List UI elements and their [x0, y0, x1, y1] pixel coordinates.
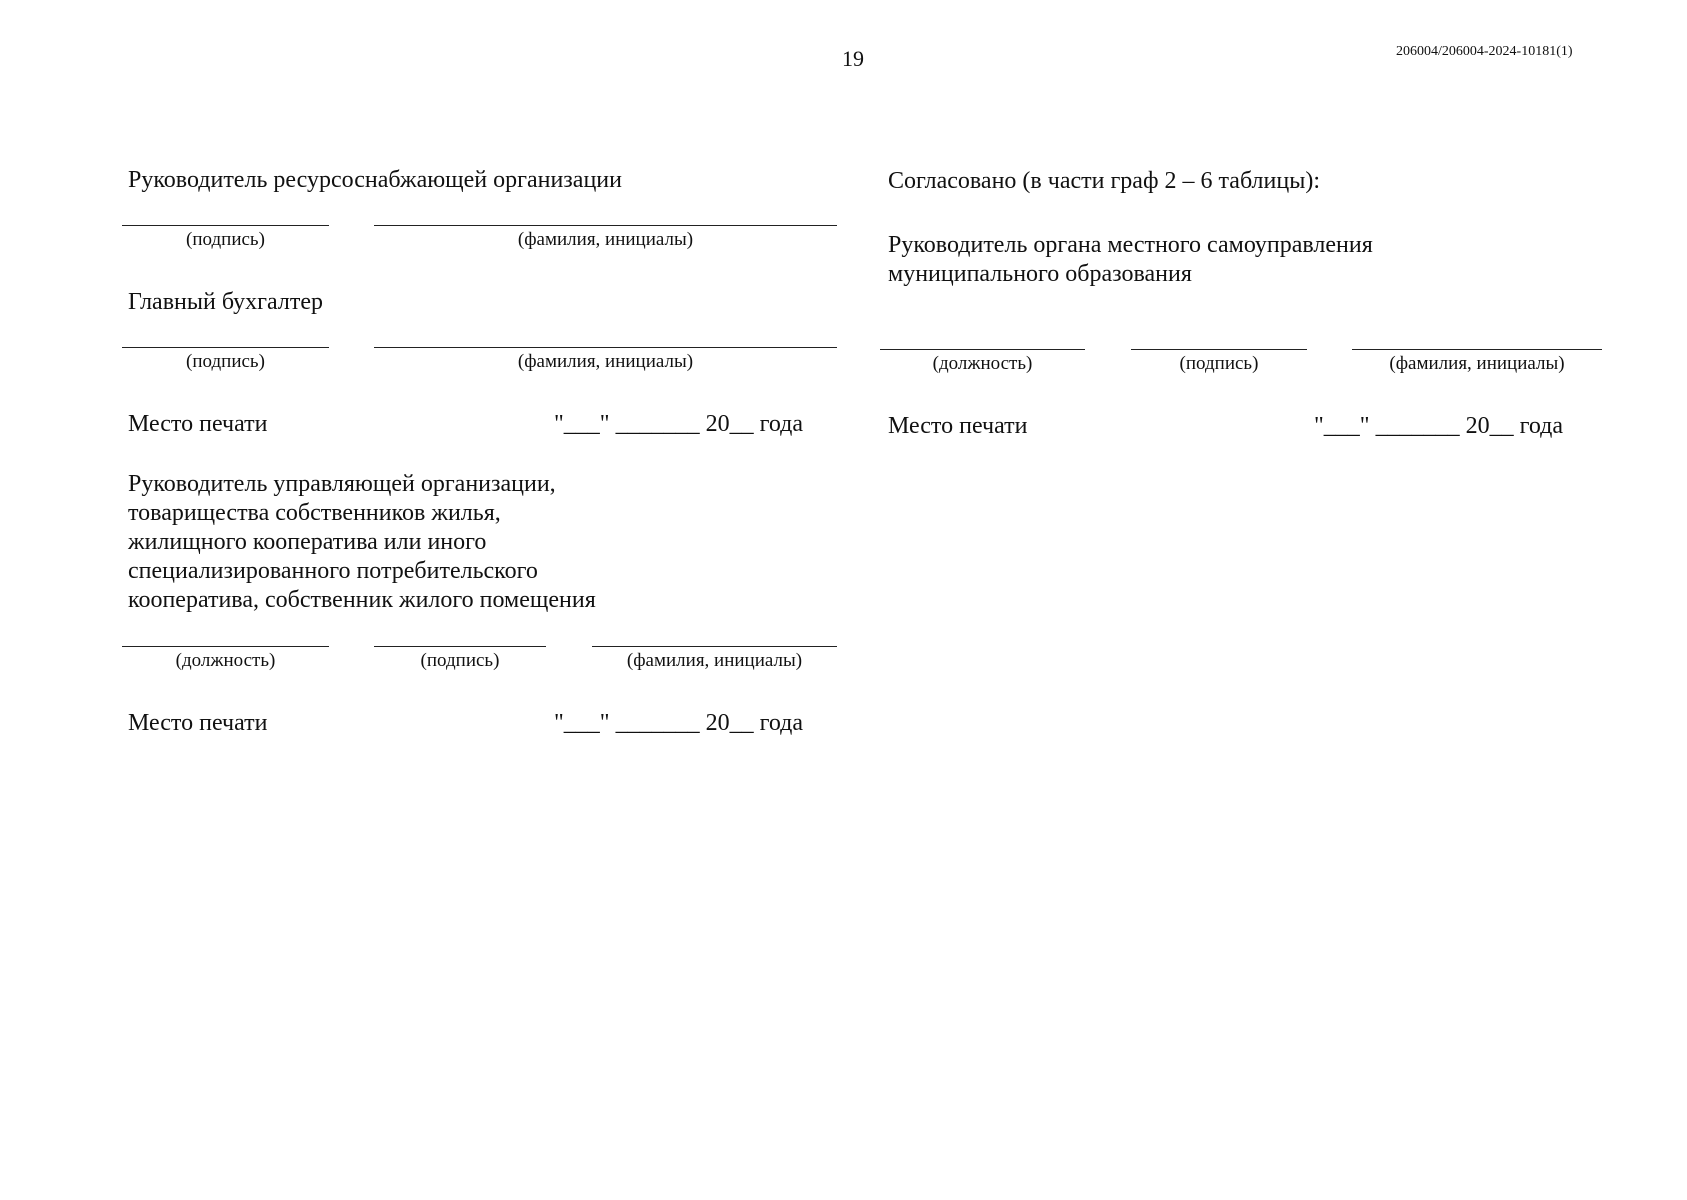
accountant-name-line	[374, 347, 837, 348]
caption-full-name: (фамилия, инициалы)	[1389, 353, 1565, 374]
stamp-place-label: Место печати	[128, 411, 268, 437]
accountant-signature-line	[122, 347, 329, 348]
managing-organization-title: Руководитель управляющей организации, товарищества собственников жилья, жилищного кооператива или иного специализированного потребительского кооператива, собственник жилого помещения	[128, 471, 596, 613]
document-id: 206004/206004-2024-10181(1)	[1396, 44, 1573, 59]
caption-full-name: (фамилия, инициалы)	[517, 351, 694, 372]
resource-head-signature-line	[122, 225, 329, 226]
caption-signature: (подпись)	[1179, 353, 1259, 374]
municipal-signature-line	[1131, 349, 1307, 350]
caption-position: (должность)	[175, 650, 276, 671]
stamp-place-label: Место печати	[888, 413, 1028, 439]
date-line: "___" _______ 20__ года	[1314, 413, 1564, 439]
agreed-title: Согласовано (в части граф 2 – 6 таблицы):	[888, 168, 1320, 194]
municipal-head-title: Руководитель органа местного самоуправления муниципального образования	[888, 232, 1373, 287]
page-number: 19	[842, 46, 864, 71]
resource-head-name-line	[374, 225, 837, 226]
date-line: "___" _______ 20__ года	[554, 710, 804, 736]
caption-signature: (подпись)	[186, 351, 265, 372]
municipal-name-line	[1352, 349, 1602, 350]
caption-position: (должность)	[932, 353, 1033, 374]
caption-full-name: (фамилия, инициалы)	[517, 229, 694, 250]
caption-signature: (подпись)	[420, 650, 500, 671]
managing-position-line	[122, 646, 329, 647]
municipal-position-line	[880, 349, 1085, 350]
stamp-place-label: Место печати	[128, 710, 268, 736]
resource-supply-head-title: Руководитель ресурсоснабжающей организации	[128, 167, 622, 193]
caption-signature: (подпись)	[186, 229, 265, 250]
managing-signature-line	[374, 646, 546, 647]
date-line: "___" _______ 20__ года	[554, 411, 804, 437]
caption-full-name: (фамилия, инициалы)	[626, 650, 803, 671]
chief-accountant-title: Главный бухгалтер	[128, 289, 323, 315]
managing-name-line	[592, 646, 837, 647]
